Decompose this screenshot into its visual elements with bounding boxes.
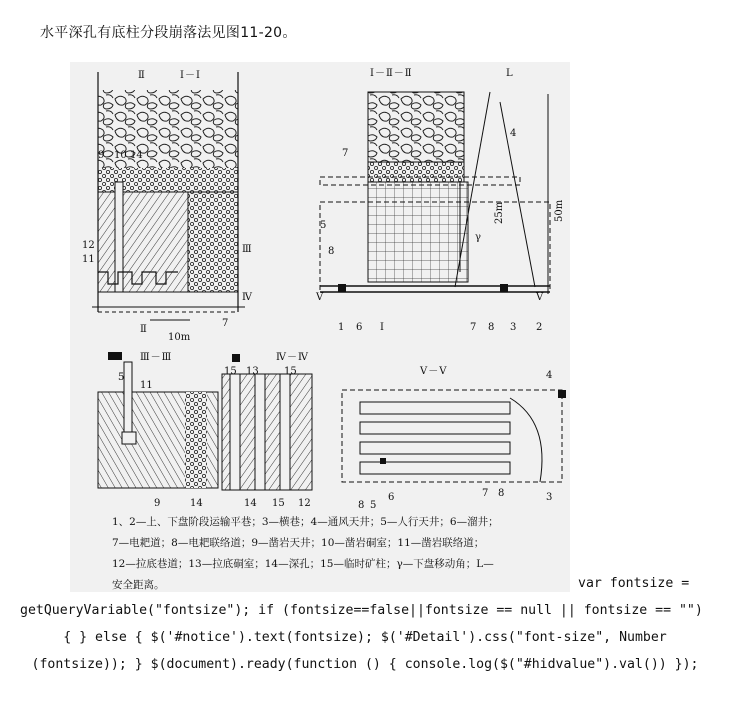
code-line-2: getQueryVariable("fontsize"); if (fontsize==false||fontsize == null || fontsize == "") xyxy=(20,603,703,618)
mark-iii-left: Ⅲ xyxy=(242,244,252,255)
label-4-a: 4 xyxy=(510,128,517,139)
label-10: 10 xyxy=(114,150,127,161)
section-i-i xyxy=(92,72,245,320)
label-6-a: 6 xyxy=(356,322,363,333)
dim-50m: 50m xyxy=(554,199,565,222)
dim-L: L xyxy=(506,68,513,79)
label-1-a: 1 xyxy=(338,322,345,333)
label-15-a: 15 xyxy=(224,366,237,377)
label-6-b: 6 xyxy=(388,492,395,503)
label-12-b: 12 xyxy=(298,498,311,509)
label-7-d: 7 xyxy=(482,488,489,499)
code-line-4: (fontsize)); } $(document).ready(function () { console.log($("#hidvalue").val()) }); xyxy=(31,657,699,672)
code-line-1: var fontsize = xyxy=(578,576,690,591)
label-4-b: 4 xyxy=(546,370,553,381)
label-8-a: 8 xyxy=(328,246,335,257)
mark-ii-bottom: Ⅱ xyxy=(140,324,147,335)
mark-v-right: Ⅴ xyxy=(536,292,544,303)
label-9-a: 9 xyxy=(98,150,105,161)
label-8-b: 8 xyxy=(488,322,495,333)
label-3-b: 3 xyxy=(546,492,553,503)
label-5-b: 5 xyxy=(118,372,125,383)
mining-method-figure xyxy=(70,62,570,592)
label-2-a: 2 xyxy=(536,322,543,333)
dim-25m: 25m xyxy=(494,201,505,224)
label-14-c: 14 xyxy=(244,498,257,509)
mark-v-left: Ⅴ xyxy=(316,292,324,303)
label-12: 12 xyxy=(82,240,95,251)
title-section-i-ii-ii: Ⅰ－Ⅱ－Ⅱ xyxy=(370,68,413,79)
dim-gamma: γ xyxy=(475,232,481,243)
section-iii-iii xyxy=(98,352,218,488)
label-8-c: 8 xyxy=(358,500,365,511)
label-14-a: 14 xyxy=(130,150,143,161)
mark-ii-top: Ⅱ xyxy=(138,70,145,81)
label-15-b: 15 xyxy=(284,366,297,377)
title-section-v-v: Ⅴ－Ⅴ xyxy=(420,366,448,377)
label-9-b: 9 xyxy=(154,498,161,509)
intro-text: 水平深孔有底柱分段崩落法见图11-20。 xyxy=(40,25,297,41)
legend-line-3: 12—拉底巷道；13—拉底硐室；14—深孔；15—临时矿柱；γ—下盘移动角；L— xyxy=(112,558,494,570)
label-13: 13 xyxy=(246,366,259,377)
label-8-d: 8 xyxy=(498,488,505,499)
label-15-c: 15 xyxy=(272,498,285,509)
label-7-c: 7 xyxy=(470,322,477,333)
title-section-iv-iv: Ⅳ－Ⅳ xyxy=(276,352,309,363)
label-5-a: 5 xyxy=(320,220,327,231)
section-i-ii-ii xyxy=(320,92,550,294)
legend-line-2: 7—电耙道；8—电耙联络道；9—凿岩天井；10—凿岩硐室；11—凿岩联络道； xyxy=(112,537,485,549)
section-v-v xyxy=(342,390,566,482)
legend-line-4: 安全距离。 xyxy=(112,579,165,591)
code-line-3: { } else { $('#notice').text(fontsize); $('#Detail').css("font-size", Number xyxy=(63,630,667,645)
label-3-a: 3 xyxy=(510,322,517,333)
legend-line-1: 1、2—上、下盘阶段运输平巷；3—横巷；4—通风天井；5—人行天井；6—溜井； xyxy=(112,516,499,528)
label-5-c: 5 xyxy=(370,500,377,511)
label-7-a: 7 xyxy=(222,318,229,329)
label-7-b: 7 xyxy=(342,148,349,159)
leaked-script-text xyxy=(0,570,730,678)
title-section-i-i: Ⅰ－Ⅰ xyxy=(180,70,201,81)
mark-i-bottom: Ⅰ xyxy=(380,322,384,333)
label-11-b: 11 xyxy=(140,380,153,391)
label-14-b: 14 xyxy=(190,498,203,509)
dim-10m: 10m xyxy=(168,332,191,343)
label-11-a: 11 xyxy=(82,254,95,265)
title-section-iii-iii: Ⅲ－Ⅲ xyxy=(140,352,173,363)
mark-iv-left: Ⅳ xyxy=(242,292,252,303)
